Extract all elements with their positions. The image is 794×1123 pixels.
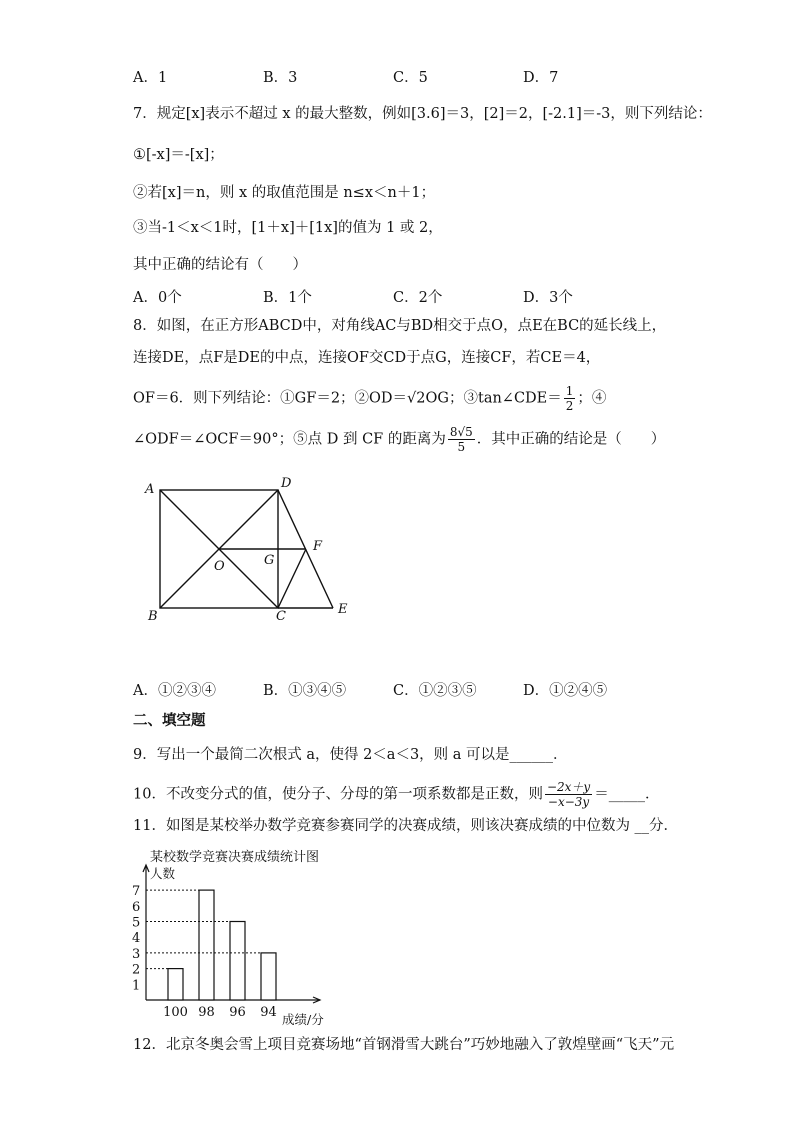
q6-option-c: C．5 xyxy=(393,70,428,86)
q7-stem: 7．规定[x]表示不超过 x 的最大整数，例如[3.6]＝3，[2]＝2，[-2.1]＝-3，则下列结论： xyxy=(133,106,712,122)
q8-line-3-text: OF＝6．则下列结论：①GF＝2；②OD＝√2OG；③tan∠CDE＝ xyxy=(133,390,562,407)
section-2-title: 二、填空题 xyxy=(133,713,206,729)
bar xyxy=(230,922,245,1001)
q7-question: 其中正确的结论有（ ） xyxy=(133,257,307,273)
q7-option-c: C．2个 xyxy=(393,290,443,306)
q8-option-d: D．①②④⑤ xyxy=(523,683,608,699)
y-tick-label: 5 xyxy=(132,915,141,931)
bar xyxy=(168,969,183,1000)
q8-tan-fraction xyxy=(564,384,576,413)
label-a: A xyxy=(145,482,155,497)
q8-line-3-tail: ；④ xyxy=(577,390,607,407)
x-tick-label: 94 xyxy=(260,1005,277,1020)
label-b: B xyxy=(148,609,158,624)
q9-text: 9．写出一个最简二次根式 a，使得 2＜a＜3，则 a 可以是______． xyxy=(133,747,568,763)
q6-options xyxy=(133,66,653,87)
q7-statement-1: ①[-x]＝-[x]； xyxy=(133,147,224,163)
x-tick-label: 98 xyxy=(198,1005,215,1020)
y-axis-label: 人数 xyxy=(150,866,176,881)
q7-options xyxy=(133,286,653,307)
bar xyxy=(199,890,214,1000)
y-tick-label: 3 xyxy=(132,946,141,962)
segment-cf xyxy=(278,549,306,608)
q6-option-b: B．3 xyxy=(263,70,298,86)
q8-distance-numerator: 8√5 xyxy=(449,425,473,439)
x-tick-label: 100 xyxy=(163,1005,188,1020)
q10-text xyxy=(133,780,659,809)
q7-statement-2: ②若[x]＝n，则 x 的取值范围是 n≤x＜n＋1； xyxy=(133,185,436,201)
q10-denominator: −x−3y xyxy=(547,795,590,809)
q7-statement-3: ③当-1＜x＜1时，[1＋x]＋[1x]的值为 1 或 2， xyxy=(133,220,443,236)
q8-option-c: C．①②③⑤ xyxy=(393,683,477,699)
q8-line-1: 8．如图，在正方形ABCD中，对角线AC与BD相交于点O，点E在BC的延长线上， xyxy=(133,318,667,334)
label-g: G xyxy=(264,553,275,568)
q8-tan-denominator: 2 xyxy=(565,399,574,413)
q8-line-4-text: ∠ODF＝∠OCF＝90°；⑤点 D 到 CF 的距离为 xyxy=(133,431,446,448)
q8-option-b: B．①③④⑤ xyxy=(263,683,347,699)
q7-option-b: B．1个 xyxy=(263,290,312,306)
q6-option-a: A．1 xyxy=(133,70,168,86)
y-tick-label: 4 xyxy=(132,931,141,947)
q8-geometry-figure xyxy=(140,472,370,632)
q8-option-a: A．①②③④ xyxy=(133,683,216,699)
q7-option-a: A．0个 xyxy=(133,290,182,306)
label-c: C xyxy=(276,609,286,624)
q8-distance-fraction xyxy=(448,425,475,454)
q10-text-tail: ＝_____． xyxy=(594,786,660,803)
score-bar-chart xyxy=(120,862,350,1032)
label-o: O xyxy=(214,559,225,574)
x-axis-label: 成绩/分 xyxy=(282,1012,324,1027)
q8-line-2: 连接DE，点F是DE的中点，连接OF交CD于点G，连接CF，若CE＝4， xyxy=(133,350,601,366)
y-tick-label: 7 xyxy=(132,884,141,900)
q6-option-d: D．7 xyxy=(523,70,559,86)
q10-fraction xyxy=(545,780,592,809)
y-tick-label: 1 xyxy=(132,978,141,994)
x-tick-label: 96 xyxy=(229,1005,246,1020)
q8-options xyxy=(133,679,653,700)
q8-line-3 xyxy=(133,384,606,413)
bar xyxy=(261,953,276,1000)
q7-option-d: D．3个 xyxy=(523,290,573,306)
q10-numerator: −2x＋y xyxy=(546,780,591,794)
q8-line-4 xyxy=(133,425,665,454)
q12-text: 12．北京冬奥会雪上项目竞赛场地“首钢滑雪大跳台”巧妙地融入了敦煌壁画“飞天”元 xyxy=(133,1037,675,1053)
label-d: D xyxy=(281,476,292,491)
label-e: E xyxy=(338,602,348,617)
y-tick-label: 6 xyxy=(132,899,141,915)
y-tick-label: 2 xyxy=(132,962,141,978)
q8-tan-numerator: 1 xyxy=(565,384,574,398)
q8-distance-denominator: 5 xyxy=(457,440,466,454)
q8-line-4-tail: ．其中正确的结论是（ ） xyxy=(476,431,666,448)
label-f: F xyxy=(313,539,323,554)
q10-text-lead: 10．不改变分式的值，使分子、分母的第一项系数都是正数，则 xyxy=(133,786,543,803)
chart-title: 某校数学竞赛决赛成绩统计图 xyxy=(150,850,320,865)
q11-text: 11．如图是某校举办数学竞赛参赛同学的决赛成绩，则该决赛成绩的中位数为 __分． xyxy=(133,818,679,834)
